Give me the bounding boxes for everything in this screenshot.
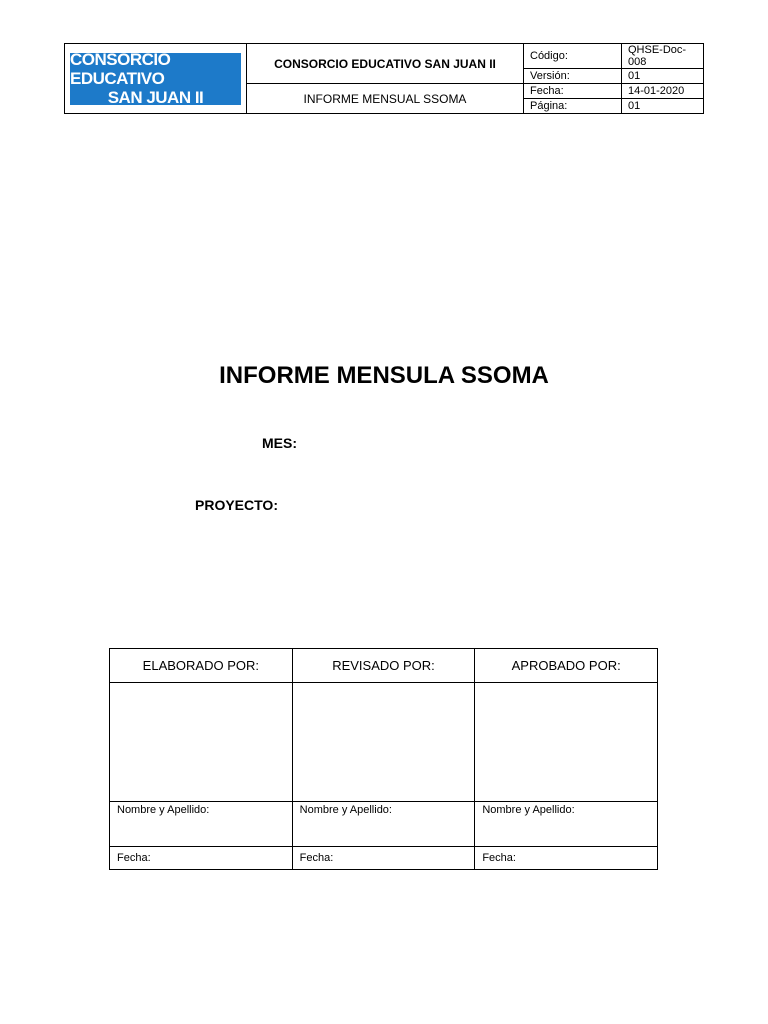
meta-label-page: Página: bbox=[524, 99, 622, 114]
report-title: INFORME MENSULA SSOMA bbox=[219, 362, 549, 389]
name-field-reviewed: Nombre y Apellido: bbox=[292, 802, 475, 847]
signature-box-approved bbox=[475, 683, 658, 802]
approved-by-header: APROBADO POR: bbox=[475, 649, 658, 683]
reviewed-by-header: REVISADO POR: bbox=[292, 649, 475, 683]
date-field-reviewed: Fecha: bbox=[292, 847, 475, 870]
logo-cell bbox=[65, 44, 247, 114]
elaborated-by-header: ELABORADO POR: bbox=[110, 649, 293, 683]
month-label: MES: bbox=[262, 435, 297, 451]
project-label: PROYECTO: bbox=[195, 497, 278, 513]
logo-line-2: SAN JUAN II bbox=[107, 88, 204, 107]
meta-label-version: Versión: bbox=[524, 69, 622, 84]
logo-line-1: CONSORCIO EDUCATIVO bbox=[70, 50, 171, 88]
date-field-elaborated: Fecha: bbox=[110, 847, 293, 870]
meta-value-date: 14-01-2020 bbox=[622, 84, 704, 99]
meta-label-code: Código: bbox=[524, 44, 622, 69]
meta-label-date: Fecha: bbox=[524, 84, 622, 99]
company-name: CONSORCIO EDUCATIVO SAN JUAN II bbox=[247, 44, 524, 84]
date-field-approved: Fecha: bbox=[475, 847, 658, 870]
name-field-approved: Nombre y Apellido: bbox=[475, 802, 658, 847]
meta-value-code: QHSE-Doc-008 bbox=[622, 44, 704, 69]
signature-box-reviewed bbox=[292, 683, 475, 802]
signature-box-elaborated bbox=[110, 683, 293, 802]
meta-value-version: 01 bbox=[622, 69, 704, 84]
document-title: INFORME MENSUAL SSOMA bbox=[247, 84, 524, 114]
name-field-elaborated: Nombre y Apellido: bbox=[110, 802, 293, 847]
signature-table bbox=[109, 648, 658, 870]
meta-value-page: 01 bbox=[622, 99, 704, 114]
company-logo bbox=[70, 50, 241, 107]
document-header bbox=[64, 43, 704, 114]
